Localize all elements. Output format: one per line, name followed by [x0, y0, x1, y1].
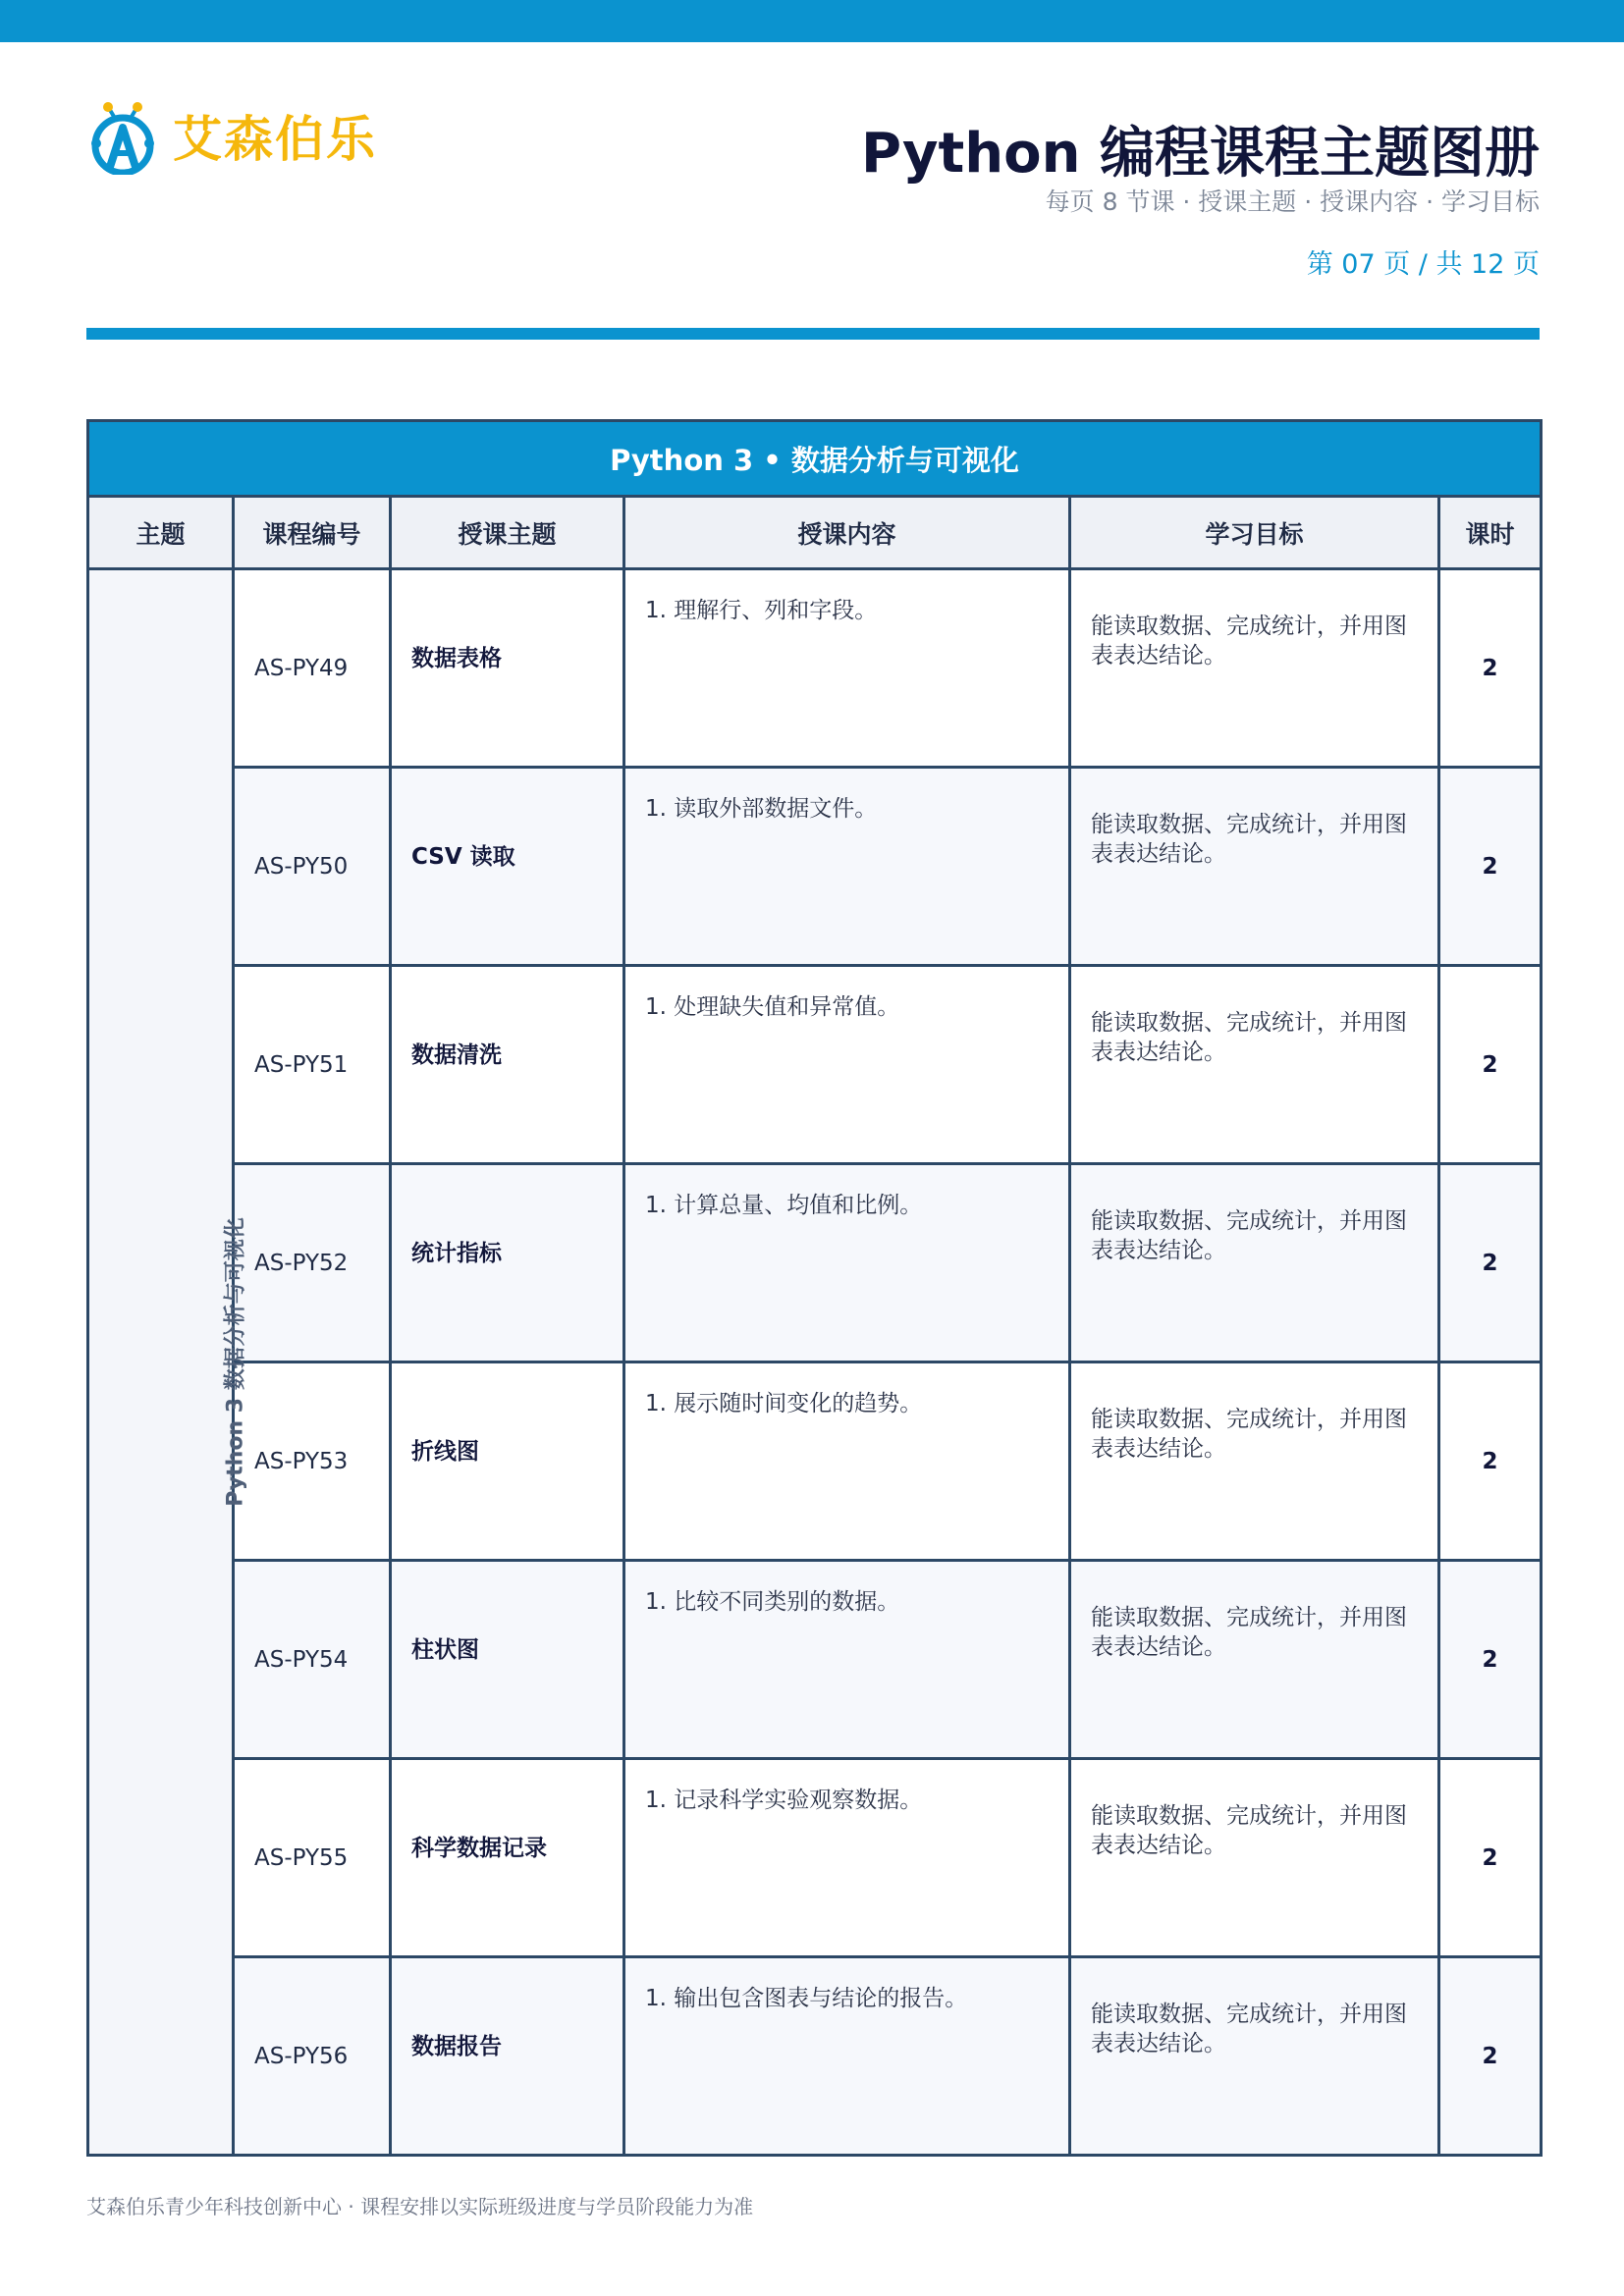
course-table — [86, 419, 1543, 2157]
course-code: AS-PY52 — [234, 1164, 391, 1362]
robot-logo-icon — [86, 96, 159, 175]
lesson-hours: 2 — [1439, 569, 1542, 768]
document-subtitle: 每页 8 节课 · 授课主题 · 授课内容 · 学习目标 — [1045, 187, 1540, 216]
lesson-content: 1. 记录科学实验观察数据。 — [624, 1759, 1070, 1957]
table-row — [88, 1957, 1542, 2156]
lesson-topic: 柱状图 — [391, 1561, 624, 1759]
document-title: Python 编程课程主题图册 — [860, 122, 1540, 186]
header-divider — [86, 328, 1540, 340]
theme-cell — [88, 569, 248, 2156]
table-row — [88, 768, 1542, 966]
column-header-topic: 授课主题 — [391, 497, 624, 569]
lesson-hours: 2 — [1439, 1957, 1542, 2156]
table-caption-row — [88, 421, 1542, 497]
lesson-hours: 2 — [1439, 768, 1542, 966]
table-row — [88, 966, 1542, 1164]
learning-goal: 能读取数据、完成统计，并用图表表达结论。 — [1070, 1759, 1439, 1957]
lesson-hours: 2 — [1439, 1561, 1542, 1759]
theme-label: Python 3 数据分析与可视化 — [223, 1217, 248, 1507]
column-header-theme: 主题 — [88, 497, 234, 569]
table-caption: Python 3 • 数据分析与可视化 — [88, 421, 1542, 497]
table-header-row — [88, 497, 1542, 569]
lesson-content: 1. 理解行、列和字段。 — [624, 569, 1070, 768]
lesson-content: 1. 读取外部数据文件。 — [624, 768, 1070, 966]
learning-goal: 能读取数据、完成统计，并用图表表达结论。 — [1070, 1164, 1439, 1362]
lesson-content: 1. 展示随时间变化的趋势。 — [624, 1362, 1070, 1561]
lesson-content: 1. 计算总量、均值和比例。 — [624, 1164, 1070, 1362]
learning-goal: 能读取数据、完成统计，并用图表表达结论。 — [1070, 1561, 1439, 1759]
top-accent-bar — [0, 0, 1624, 42]
brand-logo — [86, 96, 377, 175]
lesson-topic: 折线图 — [391, 1362, 624, 1561]
lesson-content: 1. 比较不同类别的数据。 — [624, 1561, 1070, 1759]
page-indicator: 第 07 页 / 共 12 页 — [1306, 249, 1540, 280]
table-row — [88, 1164, 1542, 1362]
lesson-hours: 2 — [1439, 1164, 1542, 1362]
table-row — [88, 1362, 1542, 1561]
course-code: AS-PY56 — [234, 1957, 391, 2156]
lesson-topic: CSV 读取 — [391, 768, 624, 966]
footer-note: 艾森伯乐青少年科技创新中心 · 课程安排以实际班级进度与学员阶段能力为准 — [86, 2195, 754, 2218]
lesson-topic: 科学数据记录 — [391, 1759, 624, 1957]
column-header-code: 课程编号 — [234, 497, 391, 569]
course-code: AS-PY51 — [234, 966, 391, 1164]
lesson-hours: 2 — [1439, 1759, 1542, 1957]
learning-goal: 能读取数据、完成统计，并用图表表达结论。 — [1070, 966, 1439, 1164]
table-row — [88, 1759, 1542, 1957]
lesson-topic: 数据表格 — [391, 569, 624, 768]
course-code: AS-PY49 — [234, 569, 391, 768]
learning-goal: 能读取数据、完成统计，并用图表表达结论。 — [1070, 768, 1439, 966]
lesson-hours: 2 — [1439, 966, 1542, 1164]
column-header-content: 授课内容 — [624, 497, 1070, 569]
learning-goal: 能读取数据、完成统计，并用图表表达结论。 — [1070, 1957, 1439, 2156]
column-header-hours: 课时 — [1439, 497, 1542, 569]
lesson-topic: 数据报告 — [391, 1957, 624, 2156]
column-header-goal: 学习目标 — [1070, 497, 1439, 569]
lesson-content: 1. 输出包含图表与结论的报告。 — [624, 1957, 1070, 2156]
lesson-topic: 统计指标 — [391, 1164, 624, 1362]
course-code: AS-PY50 — [234, 768, 391, 966]
learning-goal: 能读取数据、完成统计，并用图表表达结论。 — [1070, 1362, 1439, 1561]
course-code: AS-PY53 — [234, 1362, 391, 1561]
table-row — [88, 569, 1542, 768]
lesson-content: 1. 处理缺失值和异常值。 — [624, 966, 1070, 1164]
course-code: AS-PY55 — [234, 1759, 391, 1957]
learning-goal: 能读取数据、完成统计，并用图表表达结论。 — [1070, 569, 1439, 768]
course-code: AS-PY54 — [234, 1561, 391, 1759]
lesson-hours: 2 — [1439, 1362, 1542, 1561]
table-row — [88, 1561, 1542, 1759]
lesson-topic: 数据清洗 — [391, 966, 624, 1164]
brand-name: 艾森伯乐 — [173, 111, 377, 168]
